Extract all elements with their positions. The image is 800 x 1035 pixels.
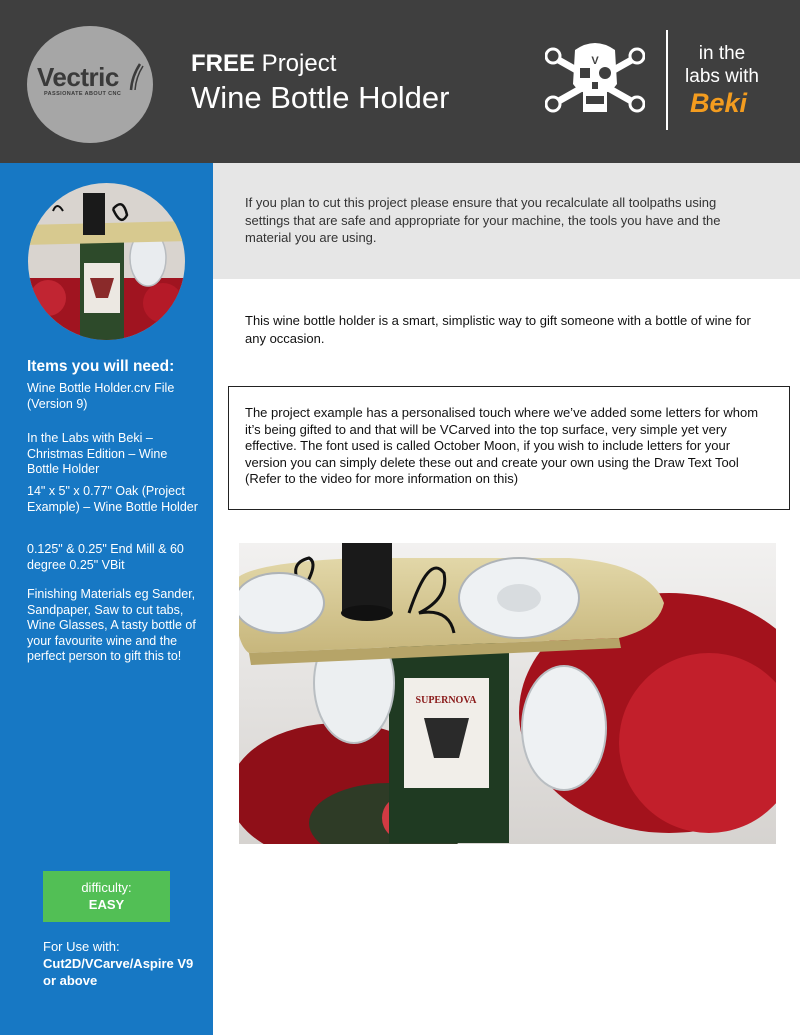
- free-project-label: [191, 50, 336, 78]
- difficulty-badge: [43, 871, 170, 922]
- svg-text:V: V: [591, 55, 599, 67]
- difficulty-label: difficulty:: [81, 880, 132, 895]
- personalisation-box: [228, 386, 790, 510]
- for-use-value: Cut2D/VCarve/Aspire V9 or above: [43, 956, 194, 988]
- header-bar: [0, 0, 800, 163]
- labs-line-2: labs with: [685, 66, 759, 87]
- items-heading: Items you will need:: [27, 358, 175, 375]
- sidebar: [0, 163, 213, 1035]
- logo-swoosh-icon: [128, 62, 144, 92]
- safety-notice-text: If you plan to cut this project please ensure that you recalculate all toolpaths using settings that are safe and appropriate for your machine, the tools you have and the material you are using.: [245, 195, 721, 245]
- labs-line-1: in the: [698, 43, 746, 64]
- item-tools: 0.125" & 0.25" End Mill & 60 degree 0.25" VBit: [27, 542, 184, 572]
- wine-holder-thumbnail: [28, 183, 185, 340]
- header-divider: [666, 30, 668, 130]
- beki-wordmark: Beki: [690, 88, 748, 118]
- item-material: 14" x 5" x 0.77" Oak (Project Example) – Wine Bottle Holder: [27, 484, 198, 514]
- safety-notice: [213, 163, 800, 279]
- for-use-label: For Use with:: [43, 939, 120, 954]
- difficulty-value: EASY: [88, 897, 125, 912]
- free-bold: FREE: [191, 50, 256, 77]
- item-crv-file: Wine Bottle Holder.crv File (Version 9): [27, 381, 175, 411]
- personalisation-text: The project example has a personalised touch where we’ve added some letters for whom it’s being gifted to and that will be VCarved into the top surface, very simple yet very effective. The font used is called October Moon, if you wish to include letters for your version you can simply delete these out and create your own using the Draw Text Tool (Refer to the video for more information on this): [245, 405, 759, 486]
- wine-holder-photo: [239, 543, 776, 844]
- skull-wrench-icon: [545, 40, 645, 120]
- logo-word: Vectric: [37, 62, 119, 92]
- svg-text:SUPERNOVA: SUPERNOVA: [415, 695, 477, 706]
- free-rest: Project: [255, 50, 337, 77]
- item-video: In the Labs with Beki – Christmas Edition – Wine Bottle Holder: [27, 431, 168, 476]
- page-title: Wine Bottle Holder: [191, 80, 450, 115]
- logo-tagline: PASSIONATE ABOUT CNC: [44, 91, 122, 97]
- for-use-with: [43, 938, 203, 989]
- intro-paragraph: This wine bottle holder is a smart, simplistic way to gift someone with a bottle of wine for any occasion.: [245, 313, 751, 346]
- item-finishing: Finishing Materials eg Sander, Sandpaper, Saw to cut tabs, Wine Glasses, A tasty bottle of your favourite wine and the perfect person to gift this to!: [27, 587, 196, 663]
